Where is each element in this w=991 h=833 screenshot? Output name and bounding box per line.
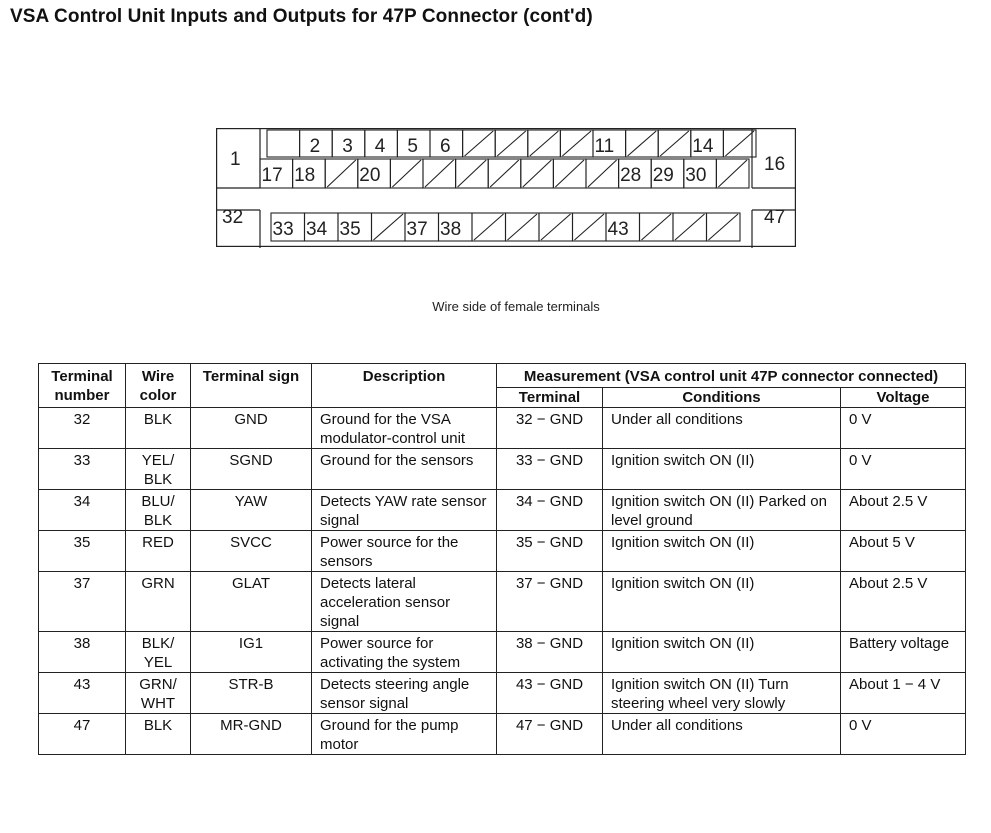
connector-pin-1: 1 xyxy=(230,149,241,170)
terminal-number-cell: 43 xyxy=(39,673,126,714)
wire-color-cell: BLU/ BLK xyxy=(126,490,191,531)
description-cell: Detects steering angle sensor signal xyxy=(312,673,497,714)
terminal-sign-cell: MR-GND xyxy=(191,714,312,755)
connector-pin-6: 6 xyxy=(440,136,451,157)
empty-terminal-slash xyxy=(474,214,504,240)
empty-terminal-slash xyxy=(523,160,552,187)
empty-terminal-slash xyxy=(425,160,454,187)
header-measurement: Measurement (VSA control unit 47P connector connected) xyxy=(497,364,966,388)
terminal-number-cell: 34 xyxy=(39,490,126,531)
empty-terminal-slash xyxy=(497,131,526,156)
connector-pin-28: 28 xyxy=(620,165,642,186)
header-terminal-number: Terminal number xyxy=(39,364,126,408)
conditions-cell: Ignition switch ON (II) xyxy=(603,632,841,673)
description-cell: Power source for activating the system xyxy=(312,632,497,673)
connector-pin-14: 14 xyxy=(692,136,714,157)
connector-cell xyxy=(267,130,300,157)
connector-pin-35: 35 xyxy=(339,219,361,240)
conditions-cell: Ignition switch ON (II) xyxy=(603,531,841,572)
empty-terminal-slash xyxy=(675,214,705,240)
voltage-cell: About 2.5 V xyxy=(841,572,966,632)
table-row xyxy=(39,408,966,449)
conditions-cell: Ignition switch ON (II) xyxy=(603,449,841,490)
empty-terminal-slash xyxy=(628,131,657,156)
terminal-sign-cell: YAW xyxy=(191,490,312,531)
terminal-sign-cell: GND xyxy=(191,408,312,449)
wire-color-cell: GRN xyxy=(126,572,191,632)
terminal-sign-cell: IG1 xyxy=(191,632,312,673)
empty-terminal-slash xyxy=(465,131,494,156)
connector-pin-16: 16 xyxy=(764,154,786,175)
measure-terminal-cell: 35 − GND xyxy=(497,531,603,572)
connector-pin-3: 3 xyxy=(342,136,353,157)
measure-terminal-cell: 43 − GND xyxy=(497,673,603,714)
connector-pin-34: 34 xyxy=(306,219,328,240)
empty-terminal-slash xyxy=(541,214,571,240)
empty-terminal-slash xyxy=(555,160,584,187)
voltage-cell: 0 V xyxy=(841,714,966,755)
connector-pin-2: 2 xyxy=(309,136,321,157)
empty-terminal-slash xyxy=(508,214,538,240)
connector-diagram xyxy=(216,128,796,248)
measure-terminal-cell: 38 − GND xyxy=(497,632,603,673)
empty-terminal-slash xyxy=(392,160,421,187)
measure-terminal-cell: 32 − GND xyxy=(497,408,603,449)
pinout-table-body xyxy=(39,408,966,755)
connector-pin-18: 18 xyxy=(294,165,316,186)
description-cell: Power source for the sensors xyxy=(312,531,497,572)
voltage-cell: About 5 V xyxy=(841,531,966,572)
connector-pin-17: 17 xyxy=(261,165,283,186)
terminal-number-cell: 32 xyxy=(39,408,126,449)
empty-terminal-slash xyxy=(642,214,672,240)
voltage-cell: 0 V xyxy=(841,408,966,449)
conditions-cell: Ignition switch ON (II) xyxy=(603,572,841,632)
terminal-sign-cell: SGND xyxy=(191,449,312,490)
connector-pin-5: 5 xyxy=(407,136,418,157)
terminal-number-cell: 38 xyxy=(39,632,126,673)
terminal-sign-cell: STR-B xyxy=(191,673,312,714)
voltage-cell: About 2.5 V xyxy=(841,490,966,531)
pinout-table xyxy=(38,363,966,755)
table-row xyxy=(39,673,966,714)
terminal-number-cell: 35 xyxy=(39,531,126,572)
voltage-cell: 0 V xyxy=(841,449,966,490)
wire-color-cell: BLK/ YEL xyxy=(126,632,191,673)
connector-pin-30: 30 xyxy=(685,165,707,186)
connector-caption: Wire side of female terminals xyxy=(432,299,600,314)
terminal-number-cell: 47 xyxy=(39,714,126,755)
conditions-cell: Under all conditions xyxy=(603,408,841,449)
empty-terminal-slash xyxy=(725,131,754,156)
voltage-cell: About 1 − 4 V xyxy=(841,673,966,714)
measure-terminal-cell: 37 − GND xyxy=(497,572,603,632)
measure-terminal-cell: 34 − GND xyxy=(497,490,603,531)
connector-pin-4: 4 xyxy=(374,136,386,157)
connector-pin-38: 38 xyxy=(440,219,462,240)
header-wire-color: Wire color xyxy=(126,364,191,408)
description-cell: Ground for the VSA modulator-control unit xyxy=(312,408,497,449)
wire-color-cell: BLK xyxy=(126,714,191,755)
header-conditions: Conditions xyxy=(603,388,841,408)
connector-pin-33: 33 xyxy=(272,219,294,240)
wire-color-cell: RED xyxy=(126,531,191,572)
description-cell: Ground for the pump motor xyxy=(312,714,497,755)
connector-pin-43: 43 xyxy=(607,219,629,240)
description-cell: Ground for the sensors xyxy=(312,449,497,490)
header-voltage: Voltage xyxy=(841,388,966,408)
conditions-cell: Under all conditions xyxy=(603,714,841,755)
table-row xyxy=(39,714,966,755)
wire-color-cell: BLK xyxy=(126,408,191,449)
empty-terminal-slash xyxy=(490,160,519,187)
measure-terminal-cell: 47 − GND xyxy=(497,714,603,755)
header-terminal: Terminal xyxy=(497,388,603,408)
table-row xyxy=(39,632,966,673)
wire-color-cell: GRN/ WHT xyxy=(126,673,191,714)
connector-pin-47: 47 xyxy=(764,207,786,228)
page-title: VSA Control Unit Inputs and Outputs for 47P Connector (cont'd) xyxy=(10,6,593,27)
connector-pin-11: 11 xyxy=(594,136,615,157)
header-description: Description xyxy=(312,364,497,408)
voltage-cell: Battery voltage xyxy=(841,632,966,673)
empty-terminal-slash xyxy=(709,214,739,240)
table-row xyxy=(39,490,966,531)
table-row xyxy=(39,531,966,572)
connector-pin-20: 20 xyxy=(359,165,381,186)
terminal-sign-cell: GLAT xyxy=(191,572,312,632)
wire-color-cell: YEL/ BLK xyxy=(126,449,191,490)
empty-terminal-slash xyxy=(562,131,591,156)
empty-terminal-slash xyxy=(718,160,747,187)
empty-terminal-slash xyxy=(660,131,689,156)
conditions-cell: Ignition switch ON (II) Turn steering wheel very slowly xyxy=(603,673,841,714)
connector-pin-29: 29 xyxy=(652,165,674,186)
terminal-number-cell: 37 xyxy=(39,572,126,632)
empty-terminal-slash xyxy=(374,214,404,240)
connector-pin-32: 32 xyxy=(222,207,244,228)
conditions-cell: Ignition switch ON (II) Parked on level ground xyxy=(603,490,841,531)
table-row xyxy=(39,572,966,632)
description-cell: Detects lateral acceleration sensor signal xyxy=(312,572,497,632)
empty-terminal-slash xyxy=(327,160,356,187)
connector-pin-37: 37 xyxy=(406,219,428,240)
terminal-sign-cell: SVCC xyxy=(191,531,312,572)
header-terminal-sign: Terminal sign xyxy=(191,364,312,408)
empty-terminal-slash xyxy=(588,160,617,187)
description-cell: Detects YAW rate sensor signal xyxy=(312,490,497,531)
empty-terminal-slash xyxy=(575,214,605,240)
table-row xyxy=(39,449,966,490)
measure-terminal-cell: 33 − GND xyxy=(497,449,603,490)
empty-terminal-slash xyxy=(458,160,487,187)
empty-terminal-slash xyxy=(530,131,559,156)
terminal-number-cell: 33 xyxy=(39,449,126,490)
